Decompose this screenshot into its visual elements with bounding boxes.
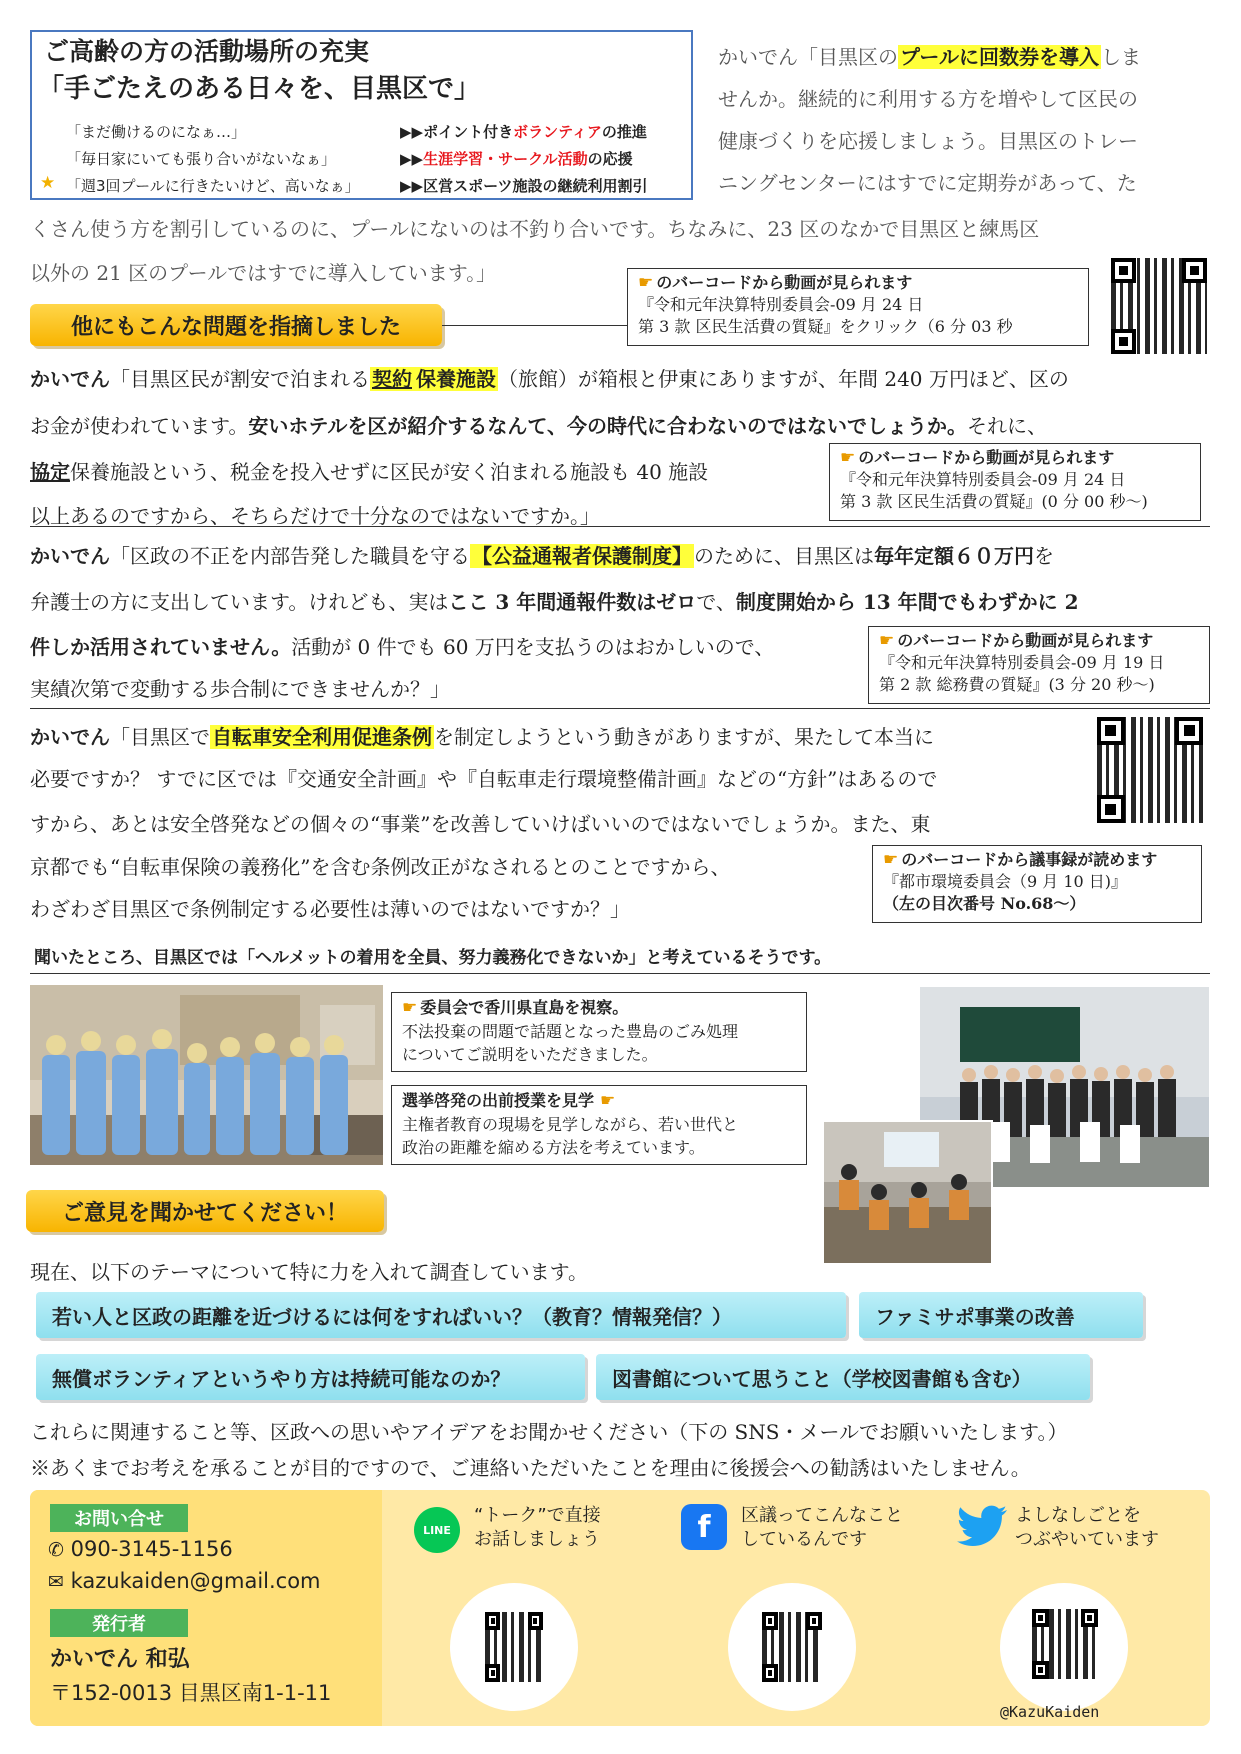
whistle-speaker: かいでん: [30, 544, 110, 568]
qr-code-video-1[interactable]: [1111, 258, 1207, 354]
whistle-line-3-a: 件しか活用されていません。: [30, 635, 292, 659]
video-box-2-line-1: 『令和元年決算特別委員会-09 月 24 日: [840, 470, 1126, 489]
twitter-caption: [1015, 1504, 1159, 1552]
whistle-line-2-b: ここ 3 年間通報件数はゼロ: [448, 590, 697, 614]
video-box-3: [868, 626, 1210, 704]
pool-line-3: 健康づくりを応援しましょう。目黒区のトレー: [718, 129, 1138, 153]
phone-icon: ✆: [48, 1539, 64, 1561]
qr-code-line[interactable]: [485, 1612, 543, 1682]
action-2-hl: 生涯学習・サークル活動: [423, 150, 588, 168]
separator-1: [30, 526, 1210, 527]
video-box-1-line-1: 『令和元年決算特別委員会-09 月 24 日: [638, 295, 924, 314]
qr-code-minutes[interactable]: [1097, 717, 1203, 823]
publisher-label-text: 発行者: [92, 1614, 146, 1635]
opinion-intro: 現在、以下のテーマについて特に力を入れて調査しています。: [30, 1260, 588, 1284]
hotel-line-2-bold: 安いホテルを区が紹介するなんて、今の時代に合わないのではないでしょうか。: [248, 414, 968, 438]
whistle-line-3: [30, 628, 774, 667]
separator-3: [30, 973, 1210, 974]
caption-2-line-2: 政治の距離を縮める方法を考えています。: [402, 1138, 705, 1157]
hotel-line-1: [30, 360, 1069, 399]
pointing-hand-icon: ☛: [840, 448, 856, 468]
theme-famisapo: [859, 1292, 1143, 1338]
quote-1: 「まだ働けるのになぁ…」: [66, 123, 247, 141]
video-box-2-line-2: 第 3 款 区民生活費の質疑』(0 分 00 秒～): [840, 492, 1148, 511]
video-box-3-line-2: 第 2 款 総務費の質疑』(3 分 20 秒～): [879, 675, 1155, 694]
hotel-highlight-facility: 保養施設: [416, 367, 496, 391]
publisher-name: かいでん 和弘: [50, 1647, 190, 1672]
whistle-line-1-c: 毎年定額６０万円: [874, 544, 1034, 568]
bicycle-line-1-a: 「目黒区で: [110, 725, 210, 749]
hotel-speaker: かいでん: [30, 367, 110, 391]
caption-2-title: [402, 1089, 796, 1113]
mail-icon: ✉: [48, 1571, 64, 1593]
bicycle-line-1: [30, 718, 934, 757]
caption-1-title: [402, 996, 796, 1020]
theme-library-text: 図書館について思うこと（学校図書館も含む）: [612, 1366, 1032, 1391]
pointing-hand-icon: ☛: [638, 273, 654, 293]
minutes-box-title: [883, 849, 1191, 871]
photo-class-lesson: [822, 1120, 993, 1265]
line-icon-text: LINE: [423, 1523, 451, 1537]
action-2-post: の応援: [587, 150, 633, 168]
action-3: ▶▶区営スポーツ施設の継続利用割引: [400, 177, 648, 195]
qr-code-twitter[interactable]: [1032, 1609, 1098, 1679]
bicycle-conclusion: 聞いたところ、目黒区では「ヘルメットの着用を全員、努力義務化できないか」と考えているそうです。: [34, 948, 832, 968]
action-1-post: の推進: [601, 123, 647, 141]
pool-line-1-end: しま: [1101, 45, 1141, 69]
minutes-box-line-2: （左の目次番号 No.68～）: [883, 894, 1086, 913]
theme-library: [596, 1354, 1090, 1400]
phone-row[interactable]: [48, 1537, 233, 1561]
line-caption-2: お話しましょう: [474, 1529, 600, 1550]
whistle-line-1-b: のために、目黒区は: [694, 544, 874, 568]
theme-volunteer-text: 無償ボランティアというやり方は持続可能なのか？: [52, 1366, 511, 1391]
caption-2-title-text: 選挙啓発の出前授業を見学: [402, 1091, 595, 1110]
contact-label-text: お問い合せ: [74, 1509, 164, 1530]
theme-famisapo-text: ファミサポ事業の改善: [875, 1304, 1075, 1329]
caption-2-line-1: 主権者教育の現場を見学しながら、若い世代と: [402, 1115, 739, 1134]
section-tab-opinion-label: ご意見を聞かせてください！: [61, 1200, 348, 1226]
whistle-line-1-a: 「区政の不正を内部告発した職員を守る: [110, 544, 470, 568]
section-tab-other-issues: [30, 304, 442, 346]
headline-title-2: 「手ごたえのある日々を、目黒区で」: [38, 74, 481, 104]
hotel-line-2: [30, 407, 1047, 446]
twitter-handle[interactable]: @KazuKaiden: [1000, 1703, 1100, 1721]
bicycle-highlight: 自転車安全利用促進条例: [212, 725, 432, 749]
section-tab-other-issues-label: 他にもこんな問題を指摘しました: [70, 314, 401, 340]
caption-1-line-1: 不法投棄の問題で話題となった豊島のごみ処理: [402, 1022, 739, 1041]
pointing-hand-icon: ☛: [600, 1091, 616, 1111]
publisher-label: [50, 1609, 188, 1637]
bicycle-line-2: 必要ですか？ すでに区では『交通安全計画』や『自転車走行環境整備計画』などの“方針”はあるので: [30, 767, 938, 791]
video-box-1-title-text: のバーコードから動画が見られます: [656, 273, 913, 292]
action-1-pre: ▶▶ポイント付き: [400, 123, 514, 141]
pool-highlight: プールに回数券を導入: [900, 45, 1099, 69]
line-caption: [474, 1504, 601, 1552]
facebook-caption: [741, 1504, 903, 1552]
line-caption-1: “トーク”で直接: [474, 1505, 601, 1526]
video-box-3-title-text: のバーコードから動画が見られます: [897, 631, 1154, 650]
contact-label: [50, 1504, 188, 1532]
minutes-box-title-text: のバーコードから議事録が読めます: [901, 850, 1158, 869]
hotel-line-3: [30, 453, 708, 492]
opinion-outro-1: これらに関連すること等、区政への思いやアイデアをお聞かせください（下の SNS・メールでお願いいたします。）: [30, 1420, 1068, 1444]
caption-1-title-text: 委員会で香川県直島を視察。: [420, 998, 629, 1017]
video-box-1-line-2: 第 3 款 区民生活費の質疑』をクリック（6 分 03 秒: [638, 317, 1013, 336]
video-box-1-title: [638, 272, 1078, 294]
phone-number: 090-3145-1156: [70, 1537, 233, 1561]
video-box-3-title: [879, 630, 1199, 652]
publisher-address: 〒152-0013 目黒区南1-1-11: [50, 1681, 332, 1705]
pointing-hand-icon: ☛: [402, 998, 418, 1018]
whistle-highlight: 【公益通報者保護制度】: [472, 544, 692, 568]
pool-line-6: 以外の 21 区のプールではすでに導入しています。」: [30, 261, 497, 285]
video-box-1: [627, 268, 1089, 346]
headline-title-1: ご高齢の方の活動場所の充実: [44, 37, 370, 66]
pool-line-5: くさん使う方を割引しているのに、プールにないのは不釣り合いです。ちなみに、23 区のなかで目黒区と練馬区: [30, 217, 1040, 241]
opinion-outro-2: ※あくまでお考えを承ることが目的ですので、ご連絡いただいたことを理由に後援会への勧誘はいたしません。: [30, 1456, 1031, 1480]
theme-young-people-text: 若い人と区政の距離を近づけるには何をすればいい？（教育？情報発信？）: [52, 1304, 732, 1329]
hotel-line-4: 以上あるのですから、そちらだけで十分なのではないですか。」: [30, 504, 600, 528]
separator-2: [30, 708, 1210, 709]
pool-line-4: ニングセンターにはすでに定期券があって、た: [718, 171, 1137, 195]
quote-2: 「毎日家にいても張り合いがないなぁ」: [66, 150, 337, 168]
section-tab-opinion: [26, 1190, 384, 1232]
pool-line-1: [718, 38, 1141, 77]
video-box-3-line-1: 『令和元年決算特別委員会-09 月 19 日: [879, 653, 1165, 672]
video-box-2-title: [840, 447, 1190, 469]
caption-1-line-2: についてご説明をいただきました。: [402, 1045, 658, 1064]
theme-volunteer: [36, 1354, 585, 1400]
action-2-pre: ▶▶: [400, 150, 424, 168]
qr-code-facebook[interactable]: [762, 1612, 822, 1682]
divider-line: [442, 325, 627, 326]
star-icon: ★: [40, 173, 56, 193]
whistle-line-2-a: 弁護士の方に支出しています。けれども、実は: [30, 590, 449, 614]
pointing-hand-icon: ☛: [879, 631, 895, 651]
video-box-2: [829, 443, 1201, 521]
minutes-box: [872, 845, 1202, 923]
hotel-line-3-b: 保養施設という、税金を投入せずに区民が安く泊まれる施設も 40 施設: [70, 460, 709, 484]
whistle-line-1-d: を: [1034, 544, 1054, 568]
bicycle-line-5: わざわざ目黒区で条例制定する必要性は薄いのではないですか？」: [30, 897, 630, 921]
whistle-line-2-c: で、: [696, 590, 736, 614]
action-1-hl: ボランティア: [513, 123, 602, 141]
email-address: kazukaiden@gmail.com: [70, 1569, 321, 1593]
hotel-line-1-a: 「目黒区民が割安で泊まれる: [110, 367, 370, 391]
pool-speaker: かいでん「目黒区の: [718, 45, 898, 69]
whistle-line-2-d: 制度開始から 13 年間でもわずかに 2: [735, 590, 1079, 614]
line-icon[interactable]: [414, 1507, 460, 1553]
facebook-caption-2: しているんです: [741, 1529, 867, 1550]
bicycle-line-3: すから、あとは安全啓発などの個々の“事業”を改善していけばいいのではないでしょうか。また、東: [30, 812, 931, 836]
hotel-highlight-keiyaku: 契約: [372, 367, 412, 391]
caption-box-1: [391, 992, 807, 1072]
email-row[interactable]: [48, 1569, 321, 1593]
pool-line-2: せんか。継続的に利用する方を増やして区民の: [718, 87, 1138, 111]
hotel-line-1-b: （旅館）が箱根と伊東にありますが、年間 240 万円ほど、区の: [498, 367, 1069, 391]
action-1: [400, 121, 647, 142]
facebook-caption-1: 区議ってこんなこと: [741, 1505, 903, 1526]
whistle-line-2: [30, 583, 1079, 622]
hotel-line-2-a: お金が使われています。: [30, 414, 249, 438]
caption-box-2: [391, 1085, 807, 1165]
twitter-bird-icon[interactable]: [955, 1504, 1009, 1548]
video-box-2-title-text: のバーコードから動画が見られます: [858, 448, 1115, 467]
minutes-box-line-1: 『都市環境委員会（9 月 10 日)』: [883, 872, 1128, 891]
theme-young-people: [36, 1292, 846, 1338]
twitter-caption-2: つぶやいています: [1015, 1529, 1159, 1550]
bicycle-line-1-b: を制定しようという動きがありますが、果たして本当に: [434, 725, 934, 749]
whistle-line-4: 実績次第で変動する歩合制にできませんか？」: [30, 677, 450, 701]
whistle-line-1: [30, 537, 1054, 576]
pointing-hand-icon: ☛: [883, 850, 899, 870]
twitter-caption-1: よしなしごとを: [1015, 1505, 1141, 1526]
hotel-underline-kyotei: 協定: [30, 460, 70, 484]
action-2: [400, 148, 633, 169]
bicycle-speaker: かいでん: [30, 725, 110, 749]
facebook-icon[interactable]: [681, 1504, 727, 1550]
hotel-line-2-c: それに、: [967, 414, 1048, 438]
quote-3: 「週3回プールに行きたいけど、高いなぁ」: [66, 177, 360, 195]
whistle-line-3-b: 活動が 0 件でも 60 万円を支払うのはおかしいので、: [291, 635, 775, 659]
photo-factory-visit: [30, 985, 383, 1165]
bicycle-line-4: 京都でも“自転車保険の義務化”を含む条例改正がなされるとのことですから、: [30, 855, 731, 879]
facebook-icon-text: f: [697, 1509, 711, 1545]
